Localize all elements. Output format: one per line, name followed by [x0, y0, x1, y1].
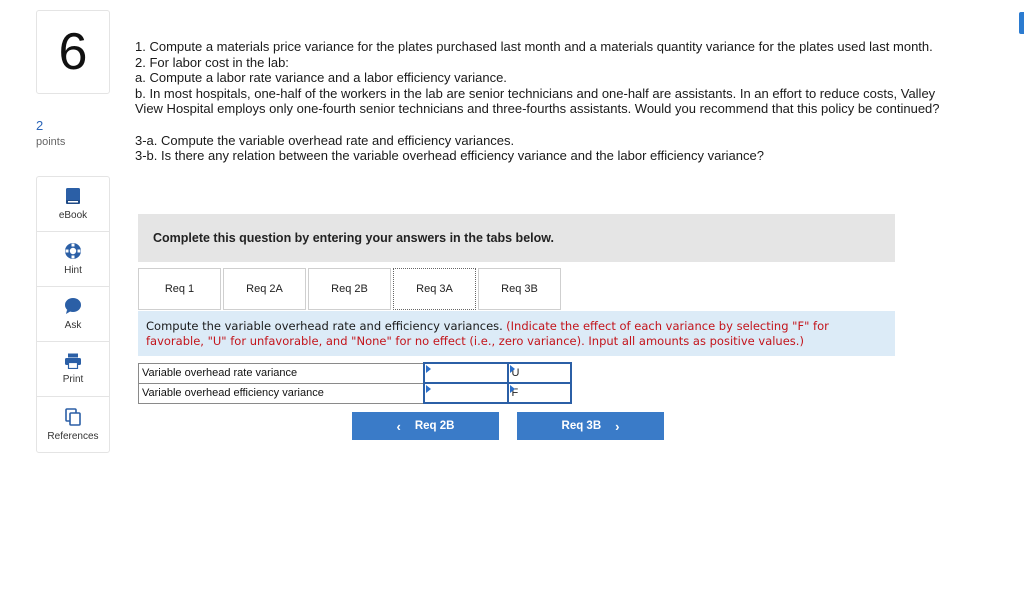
question-line: a. Compute a labor rate variance and a labor efficiency variance. — [135, 70, 507, 85]
edge-tab-marker[interactable] — [1019, 12, 1024, 34]
row-label: Variable overhead efficiency variance — [139, 383, 424, 403]
next-req-button[interactable] — [517, 412, 664, 440]
effect-value: U — [511, 367, 520, 379]
ask-label: Ask — [64, 320, 82, 331]
complete-instructions: Complete this question by entering your answers in the tabs below. — [138, 214, 895, 262]
ebook-label: eBook — [58, 210, 88, 221]
tab-req-3b[interactable]: Req 3B — [478, 268, 561, 310]
tab-req-2b[interactable]: Req 2B — [308, 268, 391, 310]
chevron-right-icon: › — [615, 418, 620, 434]
select-marker-icon — [510, 365, 515, 373]
book-icon — [65, 187, 81, 205]
input-marker-icon — [426, 365, 431, 373]
answer-table — [138, 362, 572, 404]
effect-select[interactable] — [508, 383, 571, 403]
prev-req-label: Req 2B — [414, 420, 455, 432]
print-label: Print — [62, 374, 84, 385]
printer-icon — [64, 353, 82, 369]
question-line: b. In most hospitals, one-half of the workers in the lab are senior technicians and one-half are assistants. In an effort to reduce costs, Valley View Hospital employs only one-fourth senior technicians and three-fourths assistants. Would you recommend that this policy be continued? — [135, 85, 940, 116]
instruction-note: (Indicate the effect of each variance by selecting "F" for favorable, "U" for unfavorable, and "None" for no effect (i.e., zero variance). Input all amounts as positive values.) — [146, 319, 829, 348]
question-line: 3-a. Compute the variable overhead rate and efficiency variances. — [135, 132, 515, 148]
table-row — [139, 363, 571, 383]
tab-req-1[interactable]: Req 1 — [138, 268, 221, 310]
print-button[interactable] — [37, 342, 109, 397]
next-req-label: Req 3B — [561, 420, 602, 432]
question-number: 6 — [58, 23, 88, 81]
effect-value: F — [511, 387, 519, 399]
question-number-box — [36, 10, 110, 94]
instruction-lead: Compute the variable overhead rate and efficiency variances. — [146, 319, 503, 333]
points-label: points — [36, 136, 66, 148]
hint-button[interactable] — [37, 232, 109, 287]
points-value: 2 — [36, 118, 44, 133]
question-text — [135, 39, 965, 164]
ask-button[interactable] — [37, 287, 109, 342]
ebook-button[interactable] — [37, 177, 109, 232]
amount-input[interactable] — [424, 363, 508, 383]
tab-instruction — [138, 311, 895, 356]
requirement-tabs — [138, 268, 561, 310]
sidebar-tools — [36, 176, 110, 453]
hint-label: Hint — [64, 265, 82, 276]
references-icon — [65, 408, 81, 426]
references-label: References — [47, 430, 99, 442]
input-marker-icon — [426, 385, 431, 393]
chevron-left-icon: ‹ — [396, 418, 401, 434]
effect-select[interactable] — [508, 363, 571, 383]
question-line: 2. For labor cost in the lab: — [135, 54, 289, 70]
hint-icon — [64, 242, 82, 260]
row-label: Variable overhead rate variance — [139, 363, 424, 383]
amount-input[interactable] — [424, 383, 508, 403]
prev-req-button[interactable] — [352, 412, 499, 440]
references-button[interactable] — [37, 397, 109, 452]
tab-req-2a[interactable]: Req 2A — [223, 268, 306, 310]
table-row — [139, 383, 571, 403]
question-line: 1. Compute a materials price variance for the plates purchased last month and a materials quantity variance for the plates used last month. — [135, 39, 933, 54]
tab-req-3a[interactable]: Req 3A — [393, 268, 476, 310]
question-line: 3-b. Is there any relation between the variable overhead efficiency variance and the labor efficiency variance? — [135, 148, 764, 163]
select-marker-icon — [510, 385, 515, 393]
chat-bubble-icon — [64, 297, 82, 315]
